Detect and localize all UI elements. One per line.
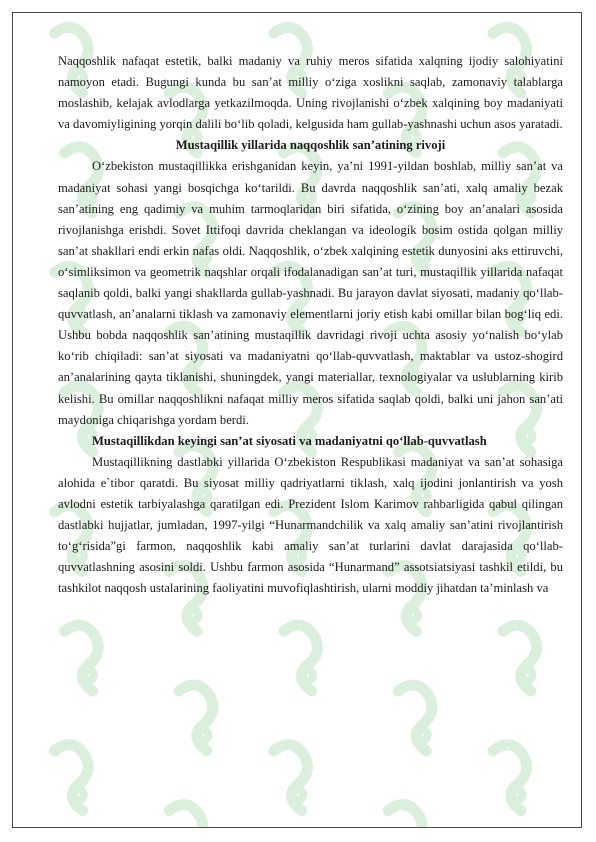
watermark-dot	[84, 671, 92, 679]
watermark-stroke	[284, 625, 318, 691]
watermark-stroke	[55, 745, 89, 811]
watermark-dot	[418, 731, 426, 739]
watermark-stroke	[179, 685, 213, 751]
watermark-stroke	[64, 625, 98, 691]
watermark-dot	[189, 611, 197, 619]
watermark-stroke	[169, 805, 203, 827]
watermark-stroke	[398, 685, 432, 751]
watermark-dot	[408, 611, 416, 619]
watermark-dot	[74, 791, 82, 799]
watermark-dot	[294, 791, 302, 799]
watermark-dot	[513, 791, 521, 799]
watermark-dot	[199, 731, 207, 739]
section-heading-art-policy: Mustaqillikdan keyingi san’at siyosati va madaniyatni qo‘llab-quvvatlash	[92, 433, 487, 448]
document-page	[12, 12, 582, 828]
paragraph-intro-continuation: Naqqoshlik nafaqat estetik, balki madaniy va ruhiy meros sifatida xalqning ijodiy salohiyatini namoyon etadi. Bugungi kunda bu san’at milliy o‘ziga xoslikni saqlab, zamonaviy talablarga moslashib, kelajak avlodlarga yetkazilmoqda. Uning rivojlanishi o‘zbek xalqining boy madaniyati va davomiyligining yorqin dalili bo‘lib qoladi, kelgusida ham gullab-yashnashi uchun asos yaratadi.	[58, 54, 563, 132]
watermark-dot	[304, 671, 312, 679]
paragraph-independence-development: O‘zbekiston mustaqillikka erishganidan keyin, ya’ni 1991-yildan boshlab, milliy san’at va madaniyat sohasi yangi bosqichga ko‘tarildi. Bu davrda naqqoshlik san’ati, xalq amaliy bezak san’atining eng qadimiy va muhim tarmoqlaridan biri sifatida, o‘zining boy an’analari asosida rivojlanishga erishdi. Sovet Ittifoqi davrida cheklangan va ideologik bosim ostida qolgan milliy san’at shakllari endi erkin nafas oldi. Naqqoshlik, o‘zbek xalqining estetik dunyosini aks ettiruvchi, o‘simliksimon va geometrik naqshlar orqali ifodalanadigan san’at turi, mustaqillik yillarida nafaqat saqlanib qoldi, balki yangi shakllarda gullab-yashnadi. Bu jarayon davlat siyosati, madaniy qo‘llab-quvvatlash, an’analarni tiklash va zamonaviy elementlarni joriy etish kabi omillar bilan bog‘liq edi. Ushbu bobda naqqoshlik san’atining mustaqillik davridagi rivoji uchta asosiy yo‘nalish bo‘ylab ko‘rib chiqiladi: san’at siyosati va madaniyatni qo‘llab-quvvatlash, maktablar va ustoz-shogird an’analarining qayta tiklanishi, shuningdek, yangi materiallar, texnologiyalar va uslublarning kirib kelishi. Bu omillar naqqoshlikni nafaqat milliy meros sifatida saqlab qoldi, balki uni jahon san’ati maydoniga chiqarishga yordam berdi.	[58, 159, 563, 427]
watermark-stroke	[388, 805, 422, 827]
watermark-stroke	[503, 625, 537, 691]
section-heading-independence-development: Mustaqillik yillarida naqqoshlik san’atining rivoji	[175, 138, 446, 153]
paragraph-art-policy: Mustaqillikning dastlabki yillarida O‘zbekiston Respublikasi madaniyat va san’at sohasiga alohida e`tibor qaratdi. Bu siyosat milliy qadriyatlarni tiklash, xalq ijodini jonlantirish va yosh avlodni estetik tarbiyalashga qaratilgan edi. Prezident Islom Karimov rahbarligida qabul qilingan dastlabki hujjatlar, jumladan, 1997-yilgi “Hunarmandchilik va xalq amaliy san’atini rivojlantirish to‘g‘risida”gi farmon, naqqoshlik kabi amaliy san’at turlarini davlat darajasida qo‘llab-quvvatlashning asosini soldi. Ushbu farmon asosida “Hunarmand” assotsiatsiyasi tashkil etildi, bu tashkilot naqqosh ustalarining faoliyatini muvofiqlashtirish, ularni moddiy jihatdan ta’minlash va	[58, 454, 563, 596]
document-body	[58, 51, 563, 599]
watermark-dot	[523, 671, 531, 679]
watermark-stroke	[274, 745, 308, 811]
watermark-stroke	[493, 745, 527, 811]
